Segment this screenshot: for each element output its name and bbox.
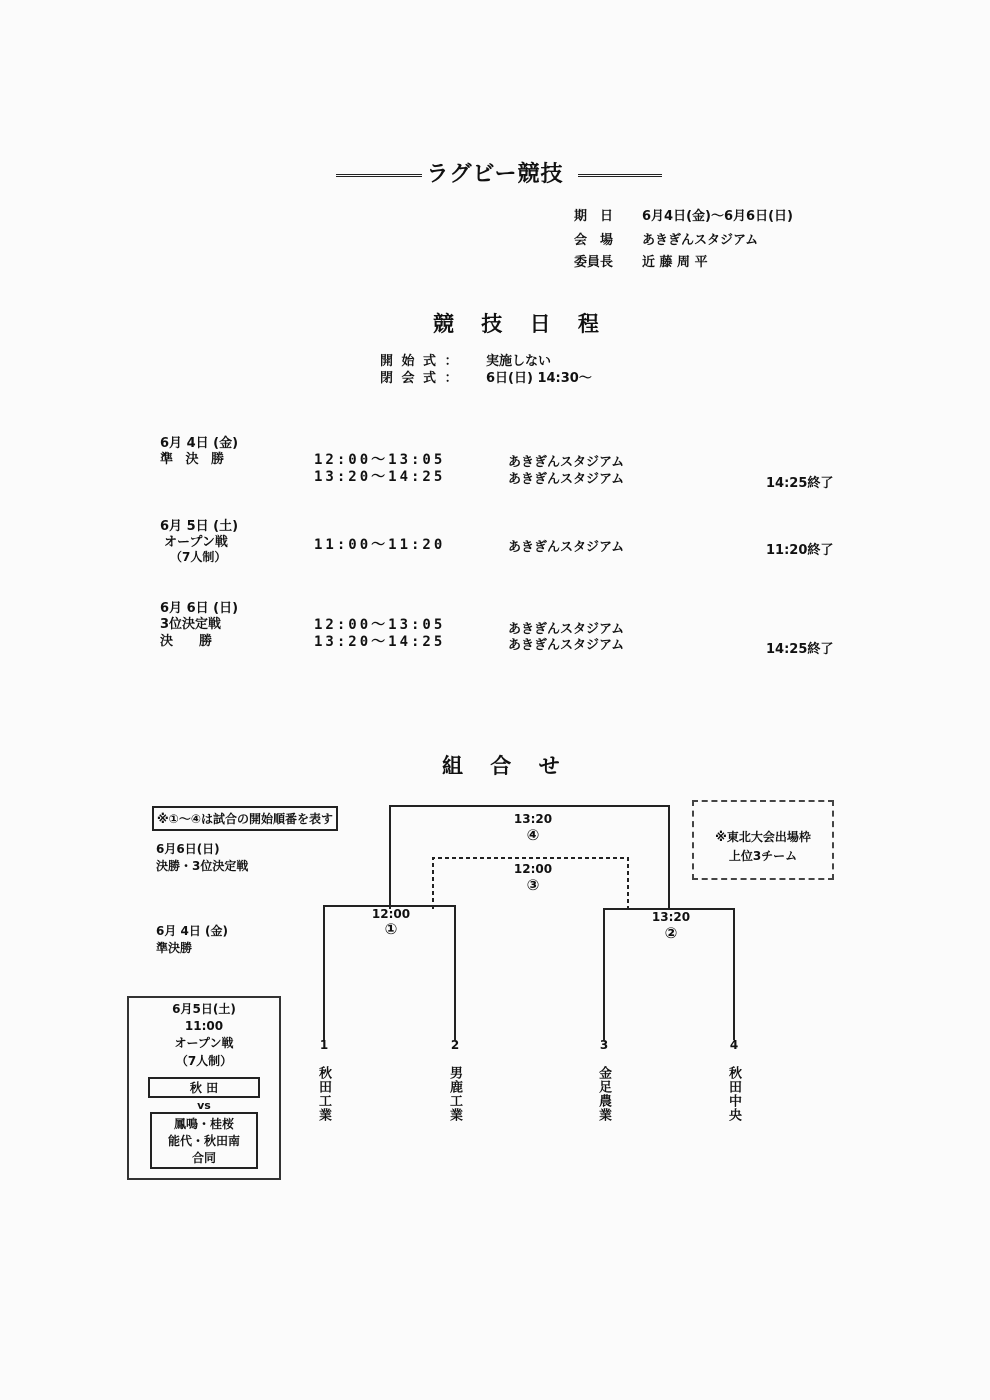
open-match-date: 6月5日(土) <box>172 1002 236 1016</box>
match4-number: ④ <box>526 826 540 844</box>
match3-number: ③ <box>526 876 540 894</box>
day3-venue-2: あきぎんスタジアム <box>508 638 625 653</box>
venue-value: あきぎんスタジアム <box>642 233 759 248</box>
open-match-box <box>127 996 281 1180</box>
open-match-team-b-line1: 鳳鳴・桂桜 <box>173 1117 234 1131</box>
day2-label-2: （7人制） <box>170 550 227 564</box>
open-match-team-b-line3: 合同 <box>191 1151 216 1165</box>
open-match-team-a: 秋 田 <box>148 1077 260 1098</box>
opening-label: 開 始 式 ： <box>380 354 460 369</box>
day3-end: 14:25終了 <box>766 642 834 657</box>
final-date: 6月6日(日) <box>156 842 220 856</box>
day2-venue-1: あきぎんスタジアム <box>508 540 625 555</box>
day2-label: オープン戦 <box>164 535 228 550</box>
team3-seed: 3 <box>599 1038 609 1052</box>
day2-date: 6月 5日 (土) <box>160 519 239 534</box>
period-value: 6月4日(金)～6月6日(日) <box>642 209 793 224</box>
open-match-format: （7人制） <box>175 1054 233 1068</box>
page-title: ラグビー競技 <box>426 162 564 187</box>
schedule-heading: 競 技 日 程 <box>433 312 609 336</box>
day3-venue-1: あきぎんスタジアム <box>508 622 625 637</box>
qualify-note-line1: ※東北大会出場枠 <box>715 830 811 844</box>
day2-end: 11:20終了 <box>766 543 834 558</box>
team3-name: 金足農業 <box>596 1066 611 1122</box>
match2-time: 13:20 <box>651 910 691 924</box>
match2-number: ② <box>664 924 678 942</box>
closing-label: 閉 会 式 ： <box>380 371 460 386</box>
open-match-name: オープン戦 <box>174 1036 234 1050</box>
closing-value: 6日(日) 14:30～ <box>486 371 592 386</box>
match1-time: 12:00 <box>371 907 411 921</box>
match4-time: 13:20 <box>513 812 553 826</box>
order-note: ※①～④は試合の開始順番を表す <box>152 806 338 831</box>
qualify-note-box <box>692 800 834 880</box>
venue-label: 会 場 <box>574 233 614 248</box>
open-match-time: 11:00 <box>184 1019 224 1033</box>
day1-venue-1: あきぎんスタジアム <box>508 455 625 470</box>
team2-name: 男鹿工業 <box>447 1066 462 1122</box>
draw-heading: 組 合 せ <box>442 754 570 778</box>
day3-label: 3位決定戦 <box>160 617 222 632</box>
day1-venue-2: あきぎんスタジアム <box>508 472 625 487</box>
day3-time-1: 12:00～13:05 <box>314 617 446 633</box>
match1-number: ① <box>384 920 398 938</box>
day3-label-2: 決 勝 <box>160 634 213 649</box>
day1-time-2: 13:20～14:25 <box>314 469 446 485</box>
day1-date: 6月 4日 (金) <box>160 436 239 451</box>
team4-seed: 4 <box>729 1038 739 1052</box>
semi-round-name: 準決勝 <box>156 941 193 955</box>
opening-value: 実施しない <box>486 354 552 369</box>
period-label: 期 日 <box>574 209 614 224</box>
open-match-team-b <box>150 1112 258 1169</box>
day1-time-1: 12:00～13:05 <box>314 452 446 468</box>
team1-seed: 1 <box>319 1038 329 1052</box>
qualify-note-line2: 上位3チーム <box>728 849 798 863</box>
day1-label: 準 決 勝 <box>160 452 229 467</box>
team2-seed: 2 <box>450 1038 460 1052</box>
team4-name: 秋田中央 <box>726 1066 741 1122</box>
open-match-vs: vs <box>197 1099 211 1112</box>
chair-label: 委員長 <box>574 255 614 270</box>
final-round-name: 決勝・3位決定戦 <box>156 859 249 873</box>
day1-end: 14:25終了 <box>766 476 834 491</box>
day3-time-2: 13:20～14:25 <box>314 634 446 650</box>
semi-date: 6月 4日 (金) <box>156 924 229 938</box>
match3-time: 12:00 <box>513 862 553 876</box>
open-match-team-b-line2: 能代・秋田南 <box>167 1134 240 1148</box>
chair-value: 近 藤 周 平 <box>642 255 708 270</box>
team1-name: 秋田工業 <box>316 1066 331 1122</box>
day2-time-1: 11:00～11:20 <box>314 537 446 553</box>
day3-date: 6月 6日 (日) <box>160 601 239 616</box>
